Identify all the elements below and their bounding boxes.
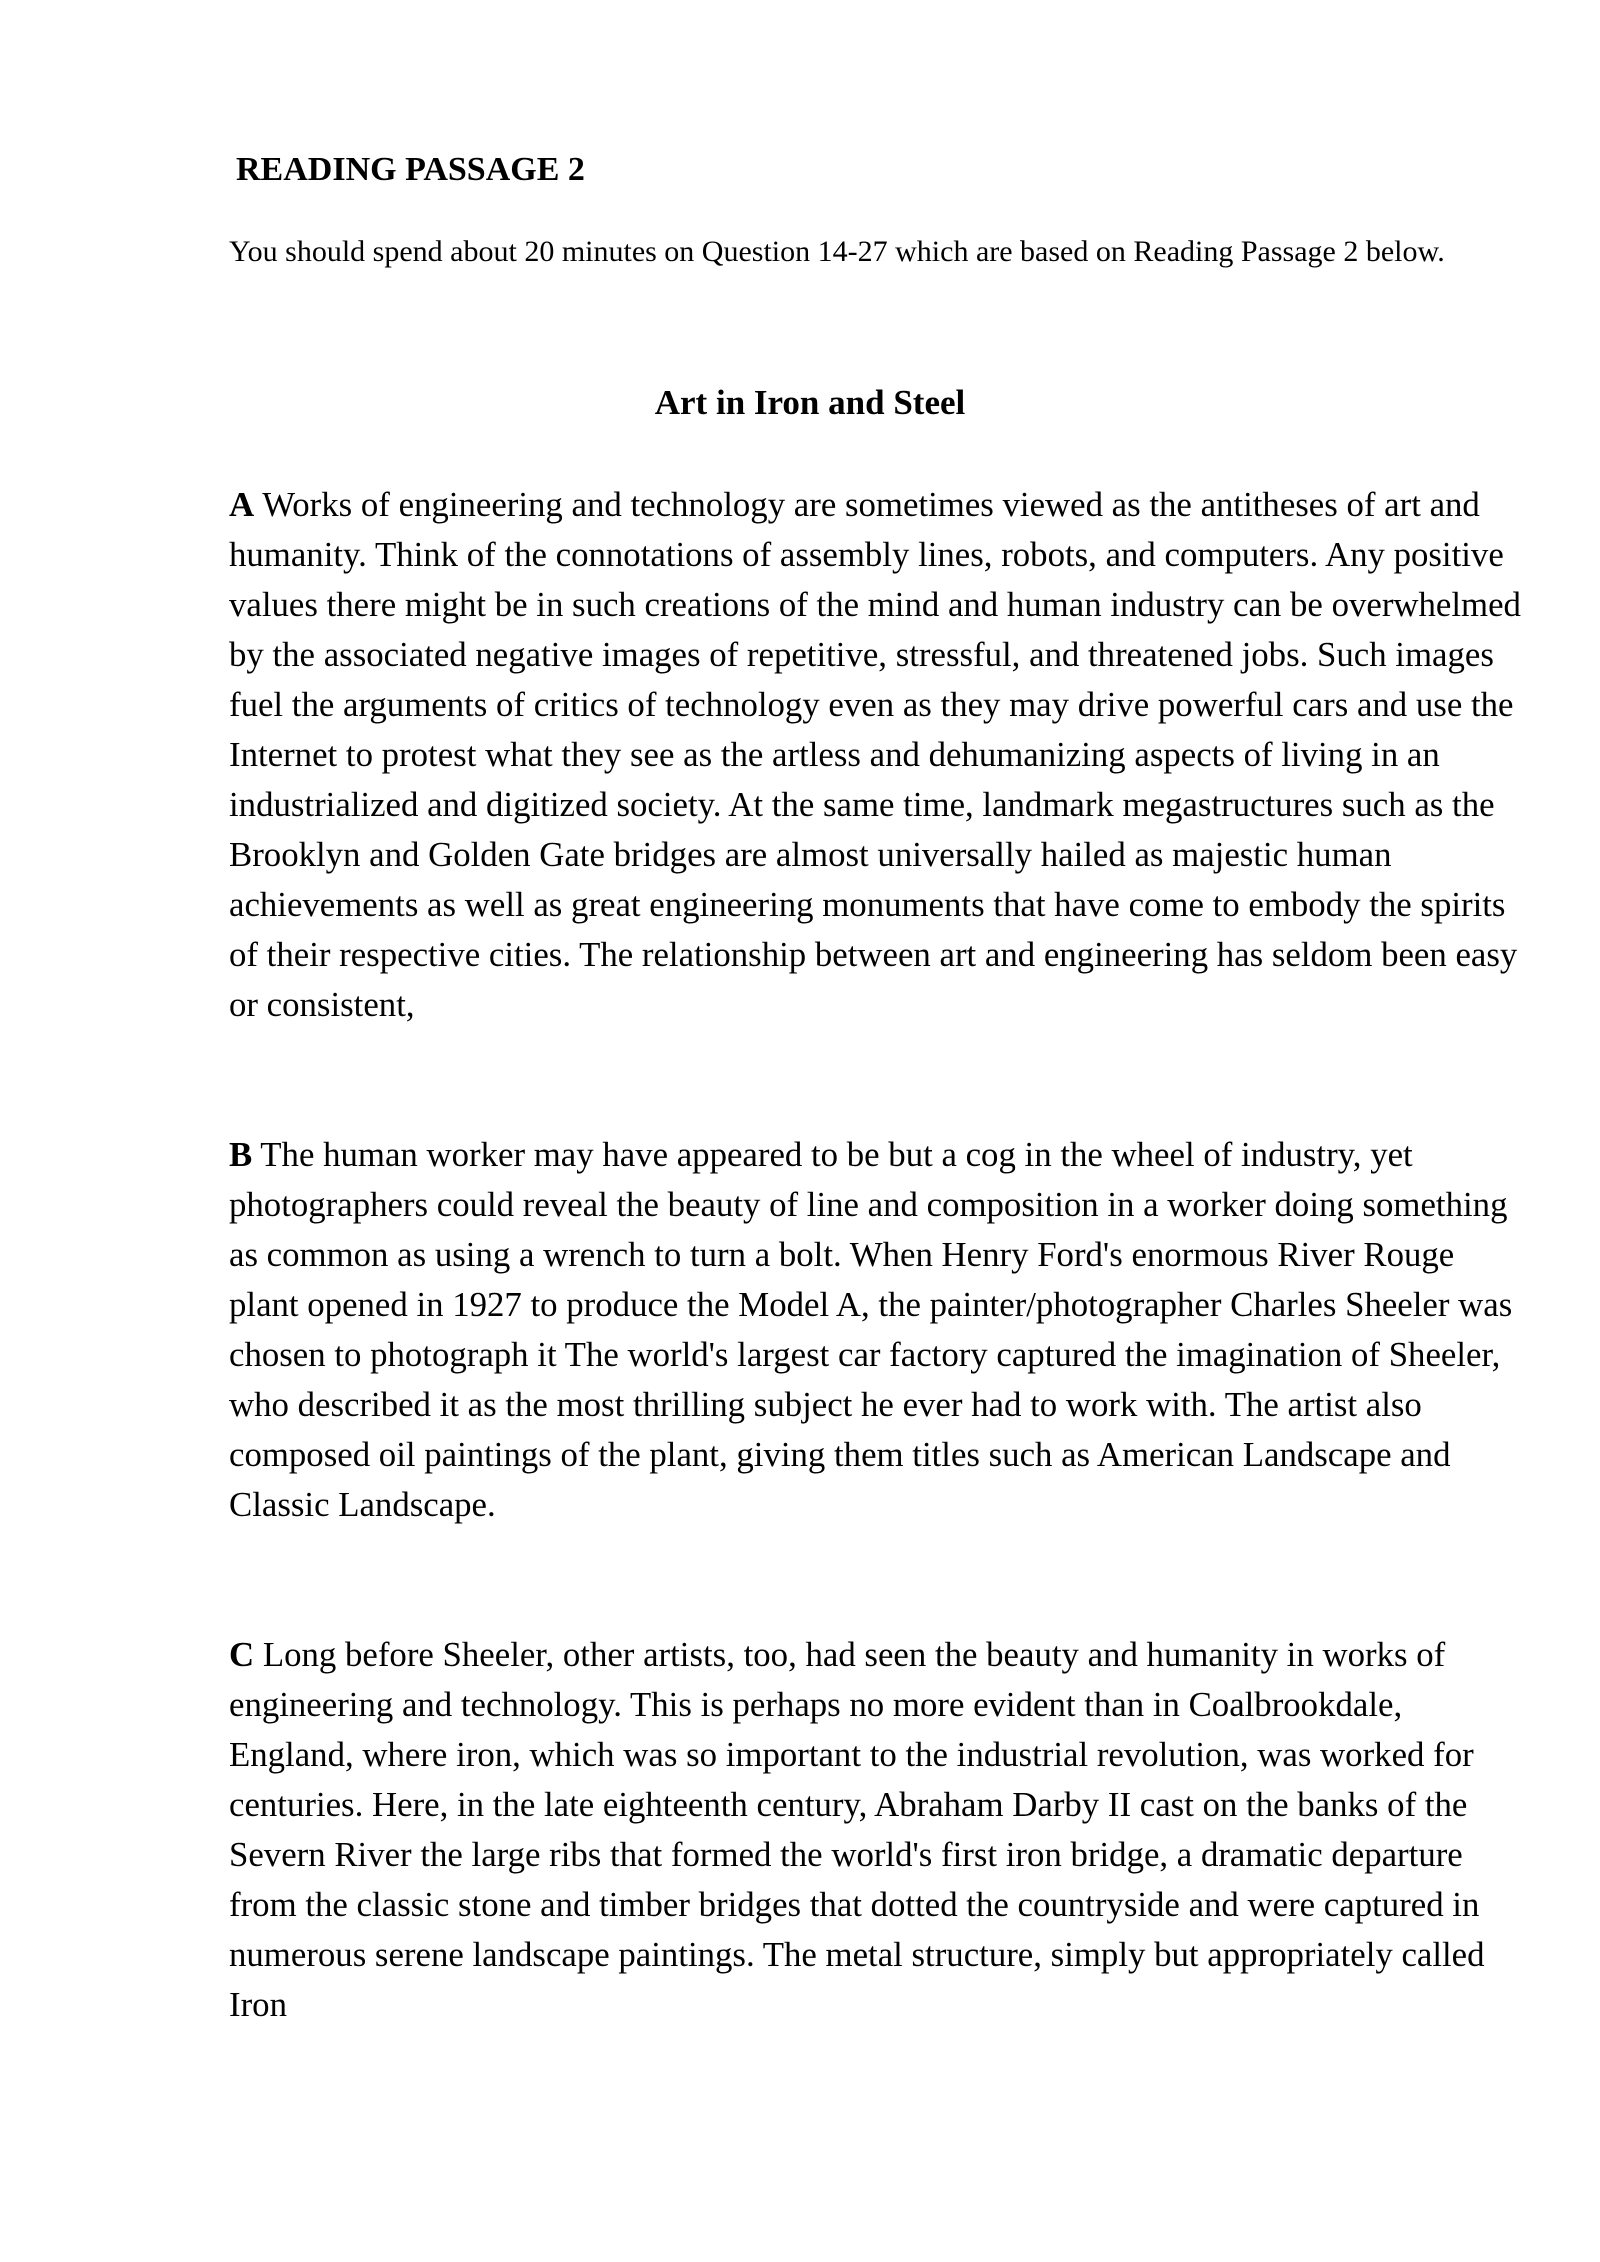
paragraph-a [229, 480, 1529, 1030]
paragraph-letter: A [229, 485, 255, 524]
paragraph-body: The human worker may have appeared to be but a cog in the wheel of industry, yet photographers could reveal the beauty of line and composition in a worker doing something as common as using a wrench to turn a bolt. When Henry Ford's enormous River Rouge plant opened in 1927 to produce the Model A, the painter/photographer Charles Sheeler was chosen to photograph it The world's largest car factory captured the imagination of Sheeler, who described it as the most thrilling subject he ever had to work with. The artist also composed oil paintings of the plant, giving them titles such as American Landscape and Classic Landscape. [229, 1135, 1513, 1524]
instructions-text: You should spend about 20 minutes on Question 14-27 which are based on Reading Passage 2 below. [229, 235, 1445, 268]
paragraph-letter: C [229, 1635, 255, 1674]
passage-heading: READING PASSAGE 2 [236, 151, 585, 188]
paragraph-b [229, 1130, 1529, 1530]
paragraph-letter: B [229, 1135, 253, 1174]
paragraph-body: Long before Sheeler, other artists, too, had seen the beauty and humanity in works of engineering and technology. This is perhaps no more evident than in Coalbrookdale, England, where iron, which was so important to the industrial revolution, was worked for centuries. Here, in the late eighteenth century, Abraham Darby II cast on the banks of the Severn River the large ribs that formed the world's first iron bridge, a dramatic departure from the classic stone and timber bridges that dotted the countryside and were captured in numerous serene landscape paintings. The metal structure, simply but appropriately called Iron [229, 1635, 1485, 2024]
paragraph-body: Works of engineering and technology are sometimes viewed as the antitheses of art and humanity. Think of the connotations of assembly lines, robots, and computers. Any positive values there might be in such creations of the mind and human industry can be overwhelmed by the associated negative images of repetitive, stressful, and threatened jobs. Such images fuel the arguments of critics of technology even as they may drive powerful cars and use the Internet to protest what they see as the artless and dehumanizing aspects of living in an industrialized and digitized society. At the same time, landmark megastructures such as the Brooklyn and Golden Gate bridges are almost universally hailed as majestic human achievements as well as great engineering monuments that have come to embody the spirits of their respective cities. The relationship between art and engineering has seldom been easy or consistent, [229, 485, 1521, 1024]
article-title: Art in Iron and Steel [654, 383, 966, 422]
paragraph-c [229, 1630, 1529, 2030]
